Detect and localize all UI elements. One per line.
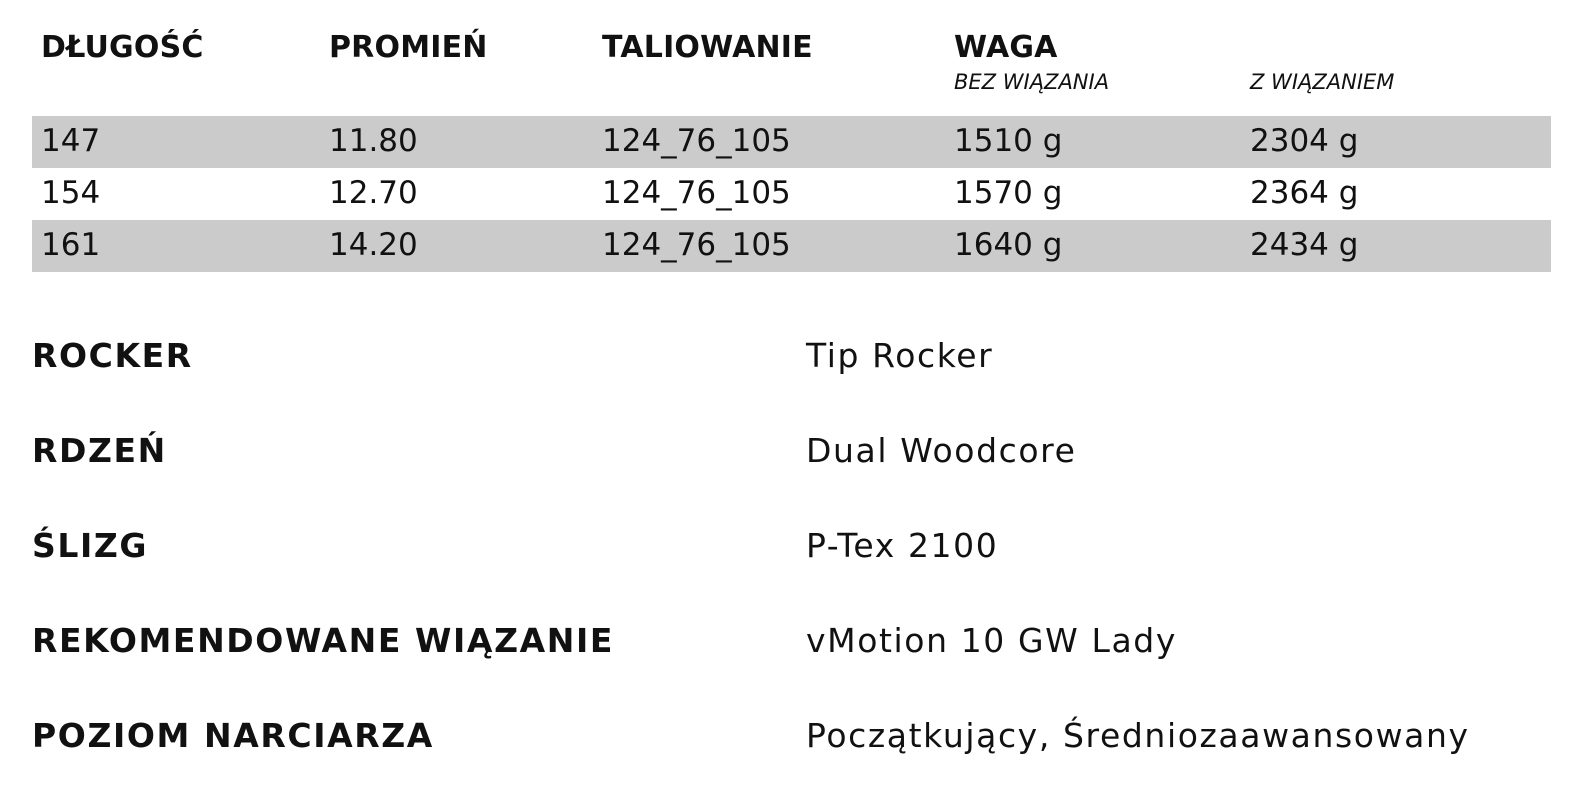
property-label: RDZEŃ xyxy=(32,431,167,470)
header-weight-without-binding: BEZ WIĄZANIA xyxy=(954,70,1110,94)
property-value: vMotion 10 GW Lady xyxy=(806,621,1177,660)
cell-radius: 12.70 xyxy=(329,175,418,211)
header-sidecut: TALIOWANIE xyxy=(602,30,813,65)
property-value: P-Tex 2100 xyxy=(806,526,999,565)
cell-sidecut: 124_76_105 xyxy=(602,175,791,211)
property-rocker xyxy=(32,318,1551,413)
table-row xyxy=(32,116,1551,168)
header-radius: PROMIEŃ xyxy=(329,30,488,65)
cell-length: 161 xyxy=(41,227,101,263)
property-label: ŚLIZG xyxy=(32,526,149,565)
property-value: Dual Woodcore xyxy=(806,431,1077,470)
cell-weight-with: 2304 g xyxy=(1250,123,1359,159)
property-value: Początkujący, Średniozaawansowany xyxy=(806,716,1470,755)
table-header xyxy=(32,0,1551,116)
property-base xyxy=(32,508,1551,603)
header-length: DŁUGOŚĆ xyxy=(41,30,204,65)
cell-sidecut: 124_76_105 xyxy=(602,123,791,159)
property-core xyxy=(32,413,1551,508)
cell-radius: 14.20 xyxy=(329,227,418,263)
header-weight-with-binding: Z WIĄZANIEM xyxy=(1250,70,1395,94)
property-list xyxy=(32,318,1551,793)
cell-weight-with: 2364 g xyxy=(1250,175,1359,211)
property-recommended-binding xyxy=(32,603,1551,698)
table-row xyxy=(32,168,1551,220)
header-weight: WAGA xyxy=(954,30,1058,65)
spec-table xyxy=(32,0,1551,272)
property-skier-level xyxy=(32,698,1551,793)
table-row xyxy=(32,220,1551,272)
cell-radius: 11.80 xyxy=(329,123,418,159)
cell-weight-with: 2434 g xyxy=(1250,227,1359,263)
cell-weight-without: 1510 g xyxy=(954,123,1063,159)
cell-sidecut: 124_76_105 xyxy=(602,227,791,263)
property-label: REKOMENDOWANE WIĄZANIE xyxy=(32,621,614,660)
property-label: ROCKER xyxy=(32,336,193,375)
cell-length: 147 xyxy=(41,123,101,159)
cell-weight-without: 1640 g xyxy=(954,227,1063,263)
cell-length: 154 xyxy=(41,175,101,211)
cell-weight-without: 1570 g xyxy=(954,175,1063,211)
property-label: POZIOM NARCIARZA xyxy=(32,716,434,755)
property-value: Tip Rocker xyxy=(806,336,994,375)
